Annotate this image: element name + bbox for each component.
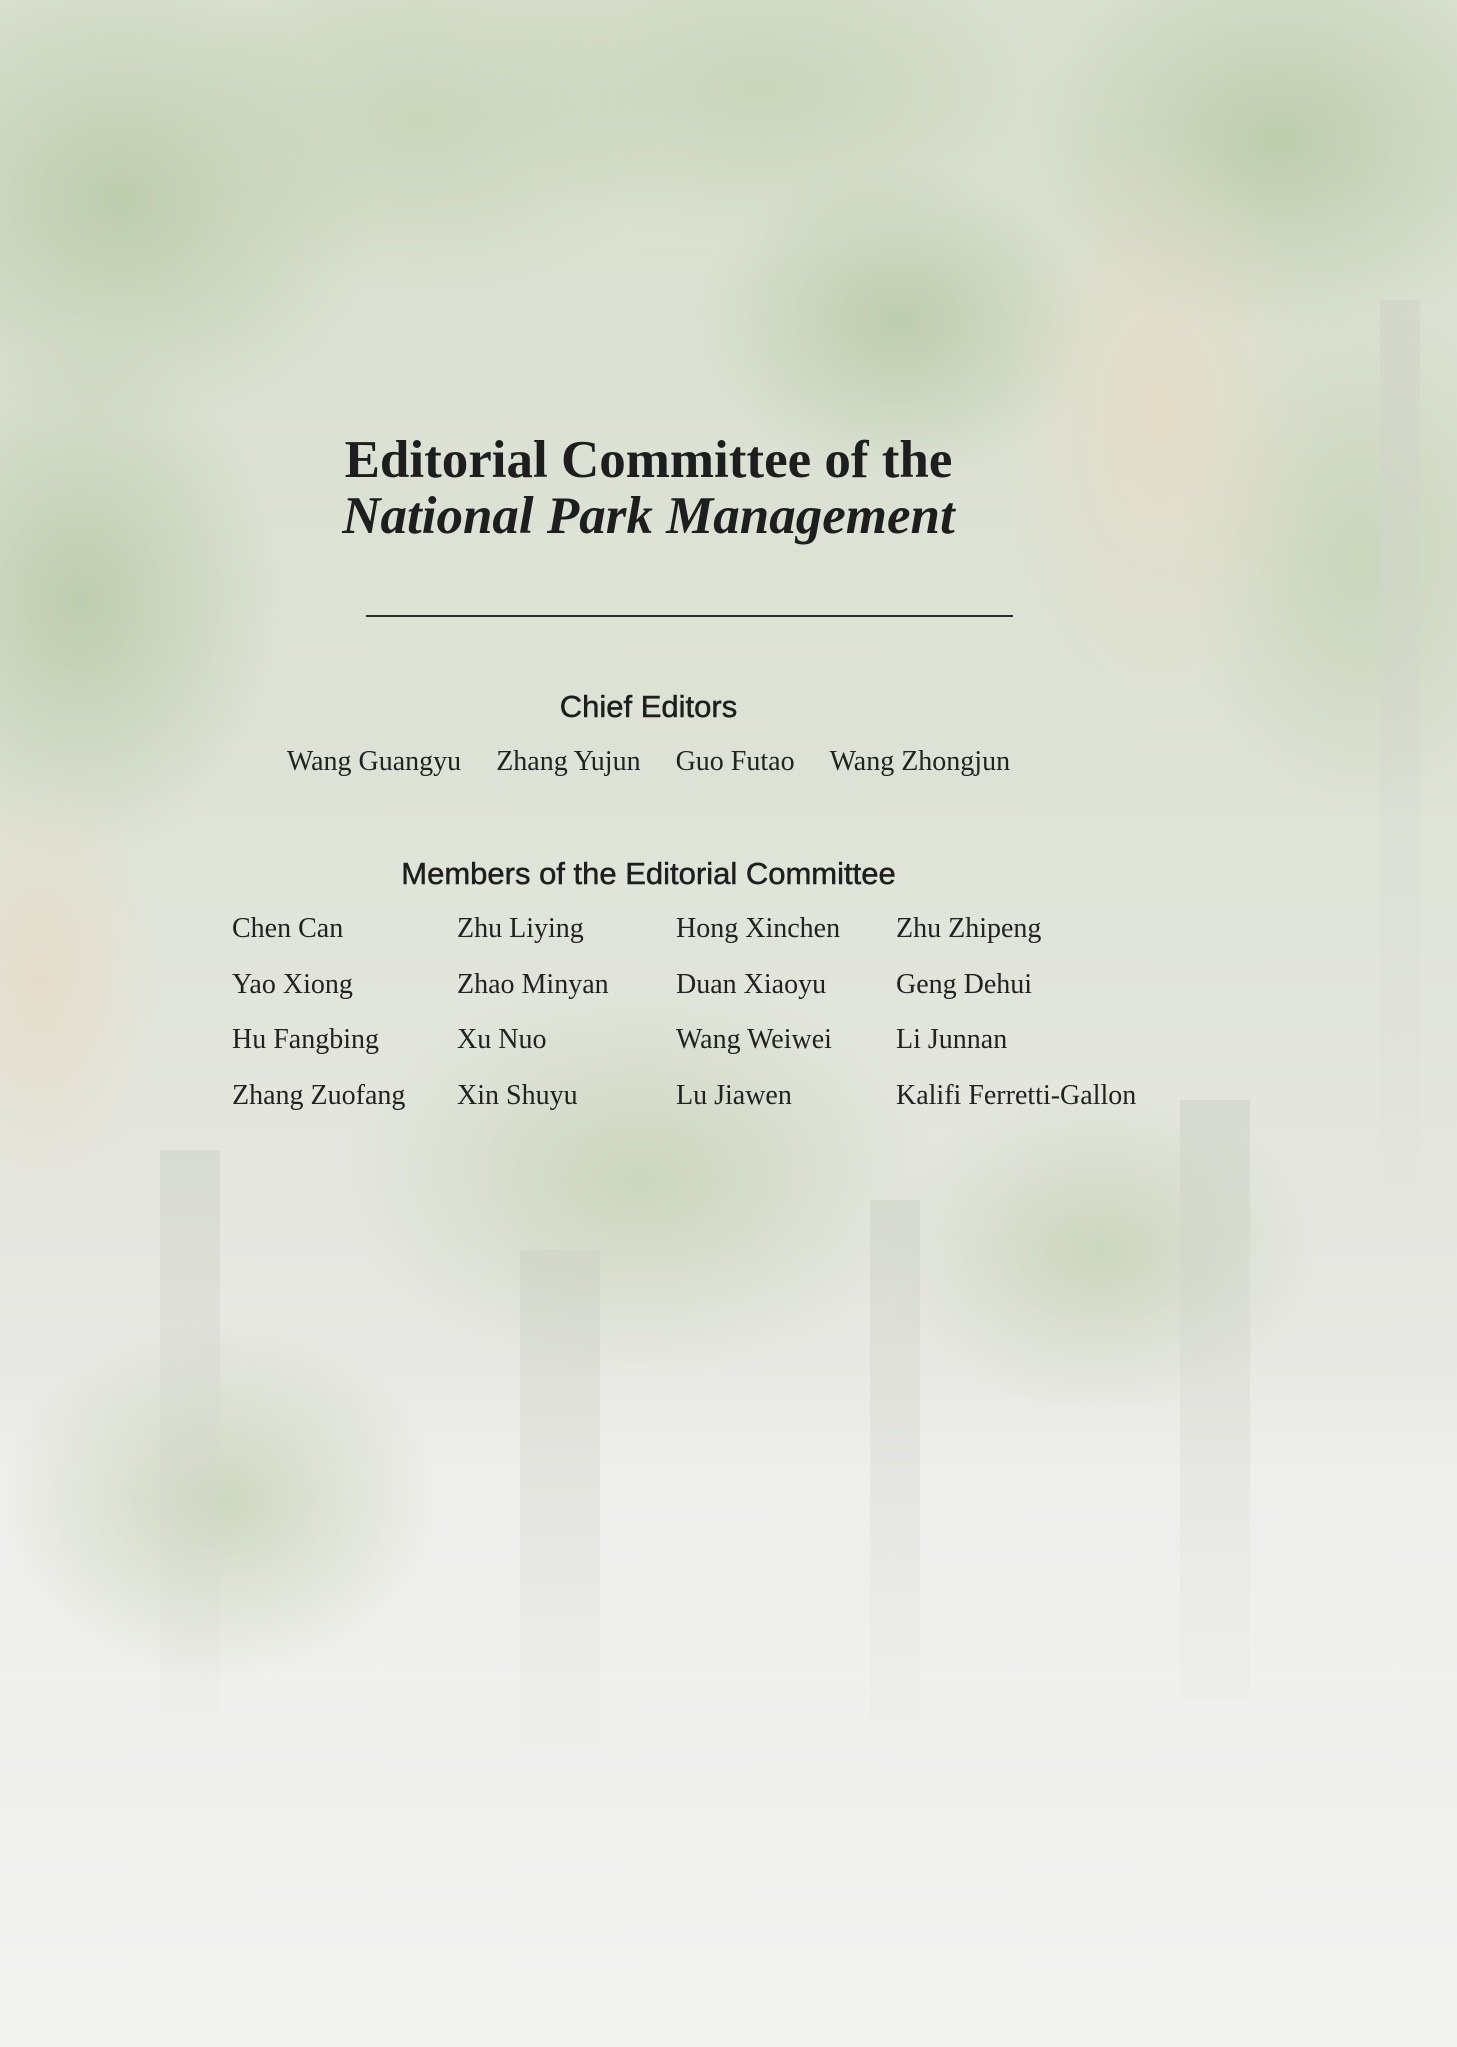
member-name: Li Junnan bbox=[896, 1024, 1008, 1055]
chief-editor-name: Wang Zhongjun bbox=[829, 746, 1011, 777]
member-name: Zhang Zuofang bbox=[232, 1079, 406, 1111]
member-name: Yao Xiong bbox=[232, 968, 353, 1000]
member-name: Xin Shuyu bbox=[457, 1079, 578, 1111]
member-name: Xu Nuo bbox=[457, 1024, 547, 1055]
title-divider bbox=[366, 615, 1013, 617]
members-grid bbox=[232, 912, 1232, 1134]
member-name: Kalifi Ferretti-Gallon bbox=[896, 1079, 1137, 1111]
member-name: Zhu Liying bbox=[457, 913, 584, 944]
member-row bbox=[232, 968, 1232, 1024]
title-line-2: National Park Management bbox=[342, 487, 955, 545]
member-name: Lu Jiawen bbox=[676, 1079, 792, 1111]
chief-editor-name: Guo Futao bbox=[675, 746, 795, 777]
chief-editor-name: Zhang Yujun bbox=[496, 746, 641, 777]
title-line-1: Editorial Committee of the bbox=[344, 431, 953, 489]
members-heading: Members of the Editorial Committee bbox=[401, 856, 896, 891]
member-name: Wang Weiwei bbox=[676, 1024, 832, 1055]
chief-editor-name: Wang Guangyu bbox=[286, 746, 462, 777]
member-name: Duan Xiaoyu bbox=[676, 968, 827, 1000]
chief-editors-heading: Chief Editors bbox=[559, 689, 738, 724]
member-row bbox=[232, 912, 1232, 968]
member-name: Geng Dehui bbox=[896, 968, 1033, 1000]
member-name: Chen Can bbox=[232, 913, 344, 944]
member-row bbox=[232, 1079, 1232, 1135]
chief-editors-list bbox=[0, 745, 1377, 779]
member-name: Zhu Zhipeng bbox=[896, 913, 1042, 944]
member-name: Hu Fangbing bbox=[232, 1024, 379, 1055]
member-name: Zhao Minyan bbox=[457, 968, 609, 1000]
member-row bbox=[232, 1023, 1232, 1079]
member-name: Hong Xinchen bbox=[676, 913, 841, 944]
